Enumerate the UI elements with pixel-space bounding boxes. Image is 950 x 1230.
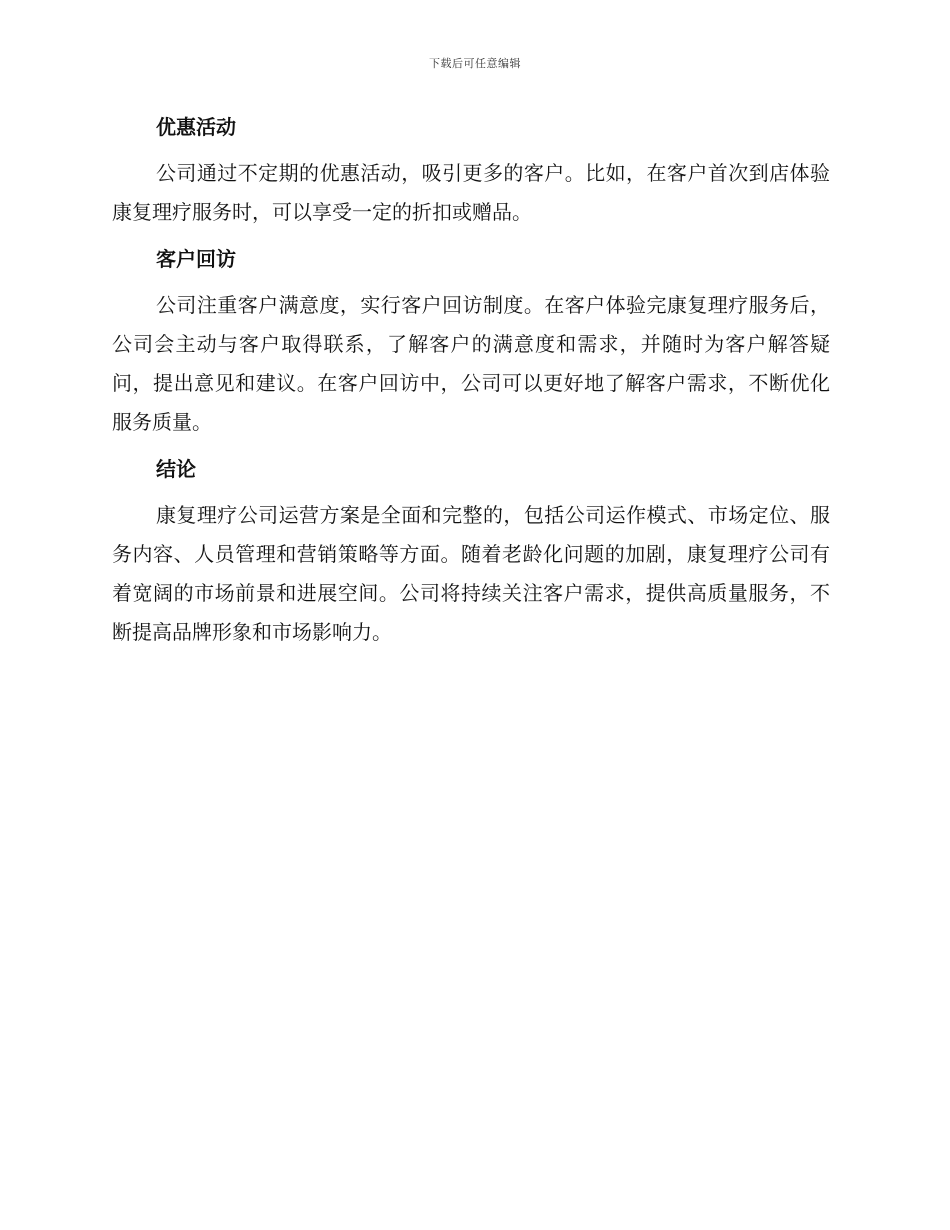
section-customer-followup bbox=[112, 242, 830, 442]
section-heading: 优惠活动 bbox=[156, 115, 236, 139]
page-header: 下载后可任意编辑 bbox=[429, 57, 521, 70]
section-paragraph: 康复理疗公司运营方案是全面和完整的，包括公司运作模式、市场定位、服务内容、人员管理和营销策略等方面。随着老龄化问题的加剧，康复理疗公司有着宽阔的市场前景和进展空间。公司将持续关注客户需求，提供高质量服务，不断提高品牌形象和市场影响力。 bbox=[112, 503, 830, 644]
section-promotions bbox=[112, 110, 830, 232]
section-heading: 客户回访 bbox=[156, 247, 236, 271]
section-conclusion bbox=[112, 452, 830, 652]
section-paragraph: 公司通过不定期的优惠活动，吸引更多的客户。比如，在客户首次到店体验康复理疗服务时，可以享受一定的折扣或赠品。 bbox=[112, 161, 830, 224]
document-body bbox=[112, 110, 830, 662]
section-paragraph: 公司注重客户满意度，实行客户回访制度。在客户体验完康复理疗服务后，公司会主动与客户取得联系，了解客户的满意度和需求，并随时为客户解答疑问，提出意见和建议。在客户回访中，公司可以更好地了解客户需求，不断优化服务质量。 bbox=[112, 293, 830, 434]
section-heading: 结论 bbox=[156, 457, 196, 481]
